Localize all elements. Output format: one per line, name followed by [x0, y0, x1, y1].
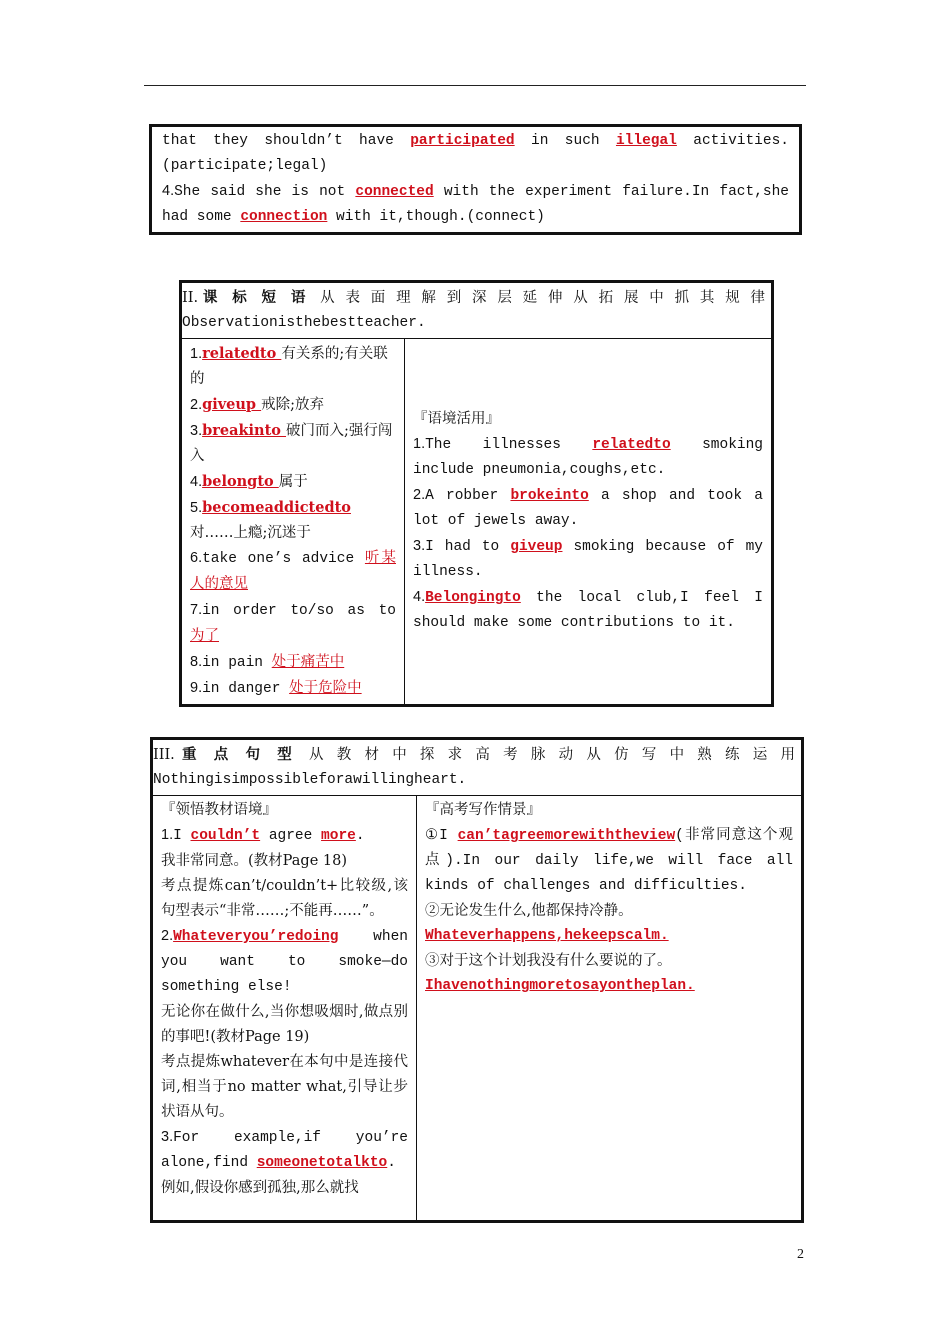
phrase-item: 5.becomeaddictedto 对……上瘾;沉迷于 [190, 499, 351, 541]
pattern-sentence-2: 2.Whateveryou’redoing when you want to smoke—do something else! [161, 928, 408, 995]
answer-illegal: illegal [615, 133, 677, 149]
pattern-sentence-3: 3.For example,if you’re alone,find someonetotalkto. [161, 1129, 408, 1171]
answer-participated: participated [410, 133, 515, 149]
writing-item-1: ①I can’tagreemorewiththeview(非常同意这个观点).In our daily life,we will face all kinds of challenges and difficulties. [425, 827, 794, 894]
phrase-item: 3.breakinto 破门而入;强行闯入 [190, 422, 393, 464]
writing-item-2-answer: Whateverhappens,hekeepscalm. [425, 928, 669, 944]
phrases-table [179, 280, 774, 707]
writing-item-3-answer: Ihavenothingmoretosayontheplan. [425, 978, 695, 994]
phrase-list [181, 339, 405, 706]
context-item: 3.I had to giveup smoking because of my illness. [413, 538, 764, 580]
phrase-item: 4.belongto 属于 [190, 473, 308, 490]
phrase-item: 7.in order to/so as to 为了 [190, 602, 396, 644]
header-rule [144, 85, 806, 86]
writing-item-3-prompt: ③对于这个计划我没有什么要说的了。 [425, 953, 672, 969]
answer-connected: connected [355, 184, 434, 200]
right-title: 『高考写作情景』 [425, 802, 541, 818]
phrase-item: 2.giveup 戒除;放弃 [190, 396, 325, 413]
phrase-item: 9.in danger 处于危险中 [190, 680, 362, 697]
pattern-sentence-1: 1.I couldn’t agree more. [161, 827, 365, 844]
section-title: 重点句型 [174, 746, 309, 763]
patterns-header: III.重点句型从教材中探求高考脉动从仿写中熟练运用 Nothingisimpossibleforawillingheart. [152, 739, 803, 796]
exercise-cell [151, 126, 801, 234]
pattern-translation-1: 我非常同意。(教材Page 18) [161, 853, 347, 869]
exercise-hint: (participate;legal) [162, 158, 328, 174]
pattern-translation-2: 无论你在做什么,当你想吸烟时,做点别的事吧!(教材Page 19) [161, 1004, 408, 1045]
pattern-note-2: 考点提炼whatever在本句中是连接代词,相当于no matter what,引导让步状语从句。 [161, 1054, 408, 1120]
phrase-item: 8.in pain 处于痛苦中 [190, 654, 345, 671]
left-title: 『领悟教材语境』 [161, 802, 277, 818]
exercise-item-4: 4.She said she is not connected with the experiment failure.In fact,she had some connection with it,though.(connect) [162, 183, 790, 225]
answer-connection: connection [240, 209, 328, 225]
textbook-context [152, 796, 417, 1222]
context-item: 2.A robber brokeinto a shop and took a lot of jewels away. [413, 487, 763, 529]
section-title: 课标短语 [198, 289, 321, 306]
section-motto: Observationisthebestteacher. [182, 315, 426, 331]
context-item: 1.The illnesses relatedto smoking include pneumonia,coughs,etc. [413, 436, 763, 478]
section-motto: Nothingisimpossibleforawillingheart. [153, 772, 467, 788]
context-practice [405, 339, 773, 706]
exercise-table-continued [149, 124, 802, 235]
phrase-item: 1.relatedto 有关系的;有关联的 [190, 345, 388, 387]
exam-writing-context [417, 796, 803, 1222]
context-item: 4.Belongingto the local club,I feel I should make some contributions to it. [413, 589, 764, 631]
phrases-header: II.课标短语从表面理解到深层延伸从拓展中抓其规律 Observationisthebestteacher. [181, 282, 773, 339]
page-number: 2 [797, 1247, 804, 1262]
phrase-item: 6.take one’s advice 听某人的意见 [190, 550, 396, 592]
pattern-translation-3: 例如,假设你感到孤独,那么就找 [161, 1180, 359, 1196]
context-title: 『语境活用』 [413, 411, 500, 427]
writing-item-2-prompt: ②无论发生什么,他都保持冷静。 [425, 903, 633, 919]
exercise-line-1: that they shouldn’t have participated in such illegal activities. [162, 133, 789, 149]
pattern-note-1: 考点提炼can’t/couldn’t+比较级,该句型表示“非常……;不能再……”。 [161, 878, 408, 919]
sentence-patterns-table [150, 737, 804, 1223]
